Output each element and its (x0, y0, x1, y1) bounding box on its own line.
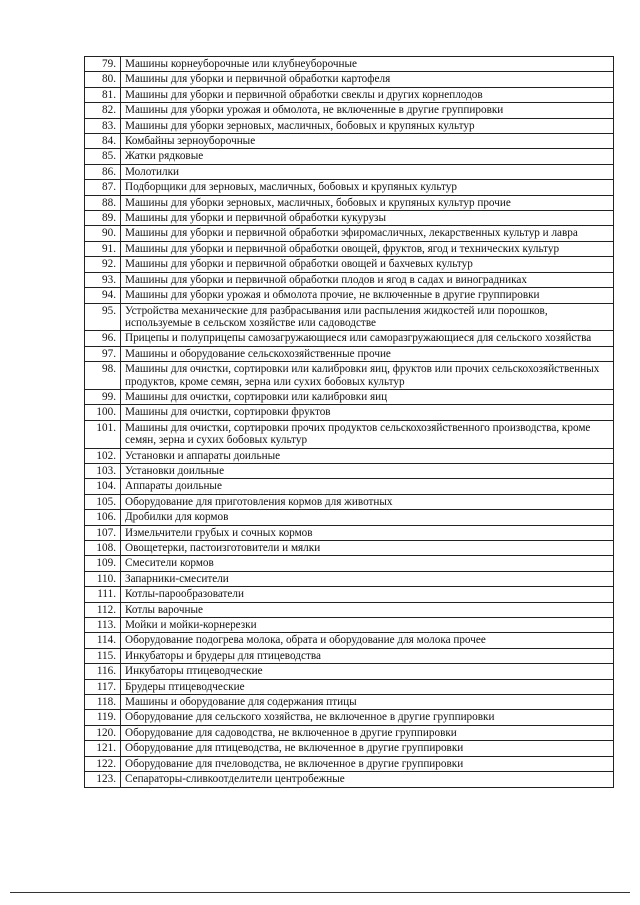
row-name: Оборудование для приготовления кормов для животных (121, 494, 614, 509)
row-number: 103. (85, 463, 121, 478)
table-row (85, 57, 614, 72)
row-name: Машины для очистки, сортировки или калибровки яиц (121, 389, 614, 404)
table-row (85, 448, 614, 463)
table-row (85, 362, 614, 390)
table-row (85, 164, 614, 179)
table-row (85, 272, 614, 287)
table-row (85, 479, 614, 494)
row-name: Машины для уборки и первичной обработки кукурузы (121, 211, 614, 226)
table-row (85, 664, 614, 679)
table-row (85, 633, 614, 648)
row-name: Установки доильные (121, 463, 614, 478)
row-number: 95. (85, 303, 121, 331)
row-name: Дробилки для кормов (121, 510, 614, 525)
row-number: 84. (85, 134, 121, 149)
row-name: Котлы варочные (121, 602, 614, 617)
row-name: Оборудование для садоводства, не включенное в другие группировки (121, 725, 614, 740)
row-name: Комбайны зерноуборочные (121, 134, 614, 149)
row-number: 114. (85, 633, 121, 648)
table-row (85, 331, 614, 346)
row-name: Установки и аппараты доильные (121, 448, 614, 463)
table-row (85, 741, 614, 756)
table-row (85, 405, 614, 420)
row-name: Инкубаторы и брудеры для птицеводства (121, 648, 614, 663)
table-row (85, 541, 614, 556)
row-name: Оборудование для пчеловодства, не включенное в другие группировки (121, 756, 614, 771)
row-name: Молотилки (121, 164, 614, 179)
row-name: Оборудование для птицеводства, не включенное в другие группировки (121, 741, 614, 756)
row-number: 102. (85, 448, 121, 463)
table-row (85, 346, 614, 361)
row-name: Машины для очистки, сортировки или калибровки яиц, фруктов или прочих сельскохозяйственных продуктов, кроме семян, зерна или сухих бобовых культур (121, 362, 614, 390)
table-row (85, 695, 614, 710)
row-number: 117. (85, 679, 121, 694)
row-name: Машины корнеуборочные или клубнеуборочные (121, 57, 614, 72)
table-row (85, 118, 614, 133)
row-number: 91. (85, 241, 121, 256)
row-number: 101. (85, 420, 121, 448)
row-number: 106. (85, 510, 121, 525)
row-number: 80. (85, 72, 121, 87)
page-bottom-rule (10, 892, 630, 893)
row-name: Машины для уборки зерновых, масличных, бобовых и крупяных культур прочие (121, 195, 614, 210)
row-name: Машины для уборки и первичной обработки картофеля (121, 72, 614, 87)
row-number: 99. (85, 389, 121, 404)
row-name: Измельчители грубых и сочных кормов (121, 525, 614, 540)
table-row (85, 648, 614, 663)
table-row (85, 195, 614, 210)
row-name: Мойки и мойки-корнерезки (121, 618, 614, 633)
table-row (85, 710, 614, 725)
row-name: Машины для уборки зерновых, масличных, бобовых и крупяных культур (121, 118, 614, 133)
row-number: 104. (85, 479, 121, 494)
table-row (85, 679, 614, 694)
table-row (85, 525, 614, 540)
row-number: 113. (85, 618, 121, 633)
row-name: Машины для очистки, сортировки фруктов (121, 405, 614, 420)
row-number: 93. (85, 272, 121, 287)
table-row (85, 226, 614, 241)
row-number: 94. (85, 288, 121, 303)
row-name: Смесители кормов (121, 556, 614, 571)
table-row (85, 587, 614, 602)
row-number: 107. (85, 525, 121, 540)
row-name: Машины для уборки урожая и обмолота, не включенные в другие группировки (121, 103, 614, 118)
row-number: 120. (85, 725, 121, 740)
row-number: 112. (85, 602, 121, 617)
items-table (84, 56, 614, 788)
row-name: Прицепы и полуприцепы самозагружающиеся или саморазгружающиеся для сельского хозяйства (121, 331, 614, 346)
table-row (85, 389, 614, 404)
row-name: Машины для уборки и первичной обработки свеклы и других корнеплодов (121, 87, 614, 102)
items-table-body (85, 57, 614, 788)
row-number: 87. (85, 180, 121, 195)
row-number: 85. (85, 149, 121, 164)
table-row (85, 103, 614, 118)
row-number: 108. (85, 541, 121, 556)
table-row (85, 602, 614, 617)
row-number: 98. (85, 362, 121, 390)
row-name: Инкубаторы птицеводческие (121, 664, 614, 679)
row-name: Машины для уборки и первичной обработки овощей и бахчевых культур (121, 257, 614, 272)
table-row (85, 149, 614, 164)
row-number: 96. (85, 331, 121, 346)
row-number: 81. (85, 87, 121, 102)
row-number: 116. (85, 664, 121, 679)
row-name: Машины для уборки и первичной обработки эфиромасличных, лекарственных культур и лавра (121, 226, 614, 241)
row-number: 92. (85, 257, 121, 272)
row-name: Овощетерки, пастоизготовители и мялки (121, 541, 614, 556)
row-name: Оборудование подогрева молока, обрата и оборудование для молока прочее (121, 633, 614, 648)
row-name: Машины для уборки урожая и обмолота прочие, не включенные в другие группировки (121, 288, 614, 303)
row-name: Устройства механические для разбрасывания или распыления жидкостей или порошков, используемые в сельском хозяйстве или садоводстве (121, 303, 614, 331)
row-number: 110. (85, 571, 121, 586)
row-number: 123. (85, 772, 121, 787)
table-row (85, 211, 614, 226)
table-row (85, 303, 614, 331)
row-number: 122. (85, 756, 121, 771)
row-number: 118. (85, 695, 121, 710)
row-name: Машины и оборудование сельскохозяйственные прочие (121, 346, 614, 361)
row-name: Машины для очистки, сортировки прочих продуктов сельскохозяйственного производства, кроме семян, зерна и сухих бобовых культур (121, 420, 614, 448)
table-row (85, 87, 614, 102)
table-row (85, 134, 614, 149)
row-number: 121. (85, 741, 121, 756)
table-row (85, 494, 614, 509)
table-row (85, 510, 614, 525)
table-row (85, 463, 614, 478)
row-number: 105. (85, 494, 121, 509)
row-name: Машины и оборудование для содержания птицы (121, 695, 614, 710)
row-name: Оборудование для сельского хозяйства, не включенное в другие группировки (121, 710, 614, 725)
row-name: Подборщики для зерновых, масличных, бобовых и крупяных культур (121, 180, 614, 195)
table-row (85, 241, 614, 256)
table-row (85, 288, 614, 303)
row-number: 83. (85, 118, 121, 133)
table-row (85, 756, 614, 771)
row-number: 100. (85, 405, 121, 420)
row-number: 82. (85, 103, 121, 118)
row-number: 79. (85, 57, 121, 72)
row-name: Машины для уборки и первичной обработки овощей, фруктов, ягод и технических культур (121, 241, 614, 256)
table-row (85, 257, 614, 272)
table-row (85, 571, 614, 586)
row-number: 88. (85, 195, 121, 210)
row-number: 97. (85, 346, 121, 361)
row-number: 119. (85, 710, 121, 725)
row-number: 115. (85, 648, 121, 663)
row-number: 90. (85, 226, 121, 241)
row-name: Машины для уборки и первичной обработки плодов и ягод в садах и виноградниках (121, 272, 614, 287)
row-number: 109. (85, 556, 121, 571)
table-row (85, 772, 614, 787)
table-row (85, 72, 614, 87)
table-row (85, 618, 614, 633)
row-name: Брудеры птицеводческие (121, 679, 614, 694)
row-name: Сепараторы-сливкоотделители центробежные (121, 772, 614, 787)
row-name: Жатки рядковые (121, 149, 614, 164)
row-number: 89. (85, 211, 121, 226)
table-row (85, 420, 614, 448)
table-row (85, 725, 614, 740)
table-row (85, 556, 614, 571)
row-name: Запарники-смесители (121, 571, 614, 586)
row-number: 111. (85, 587, 121, 602)
row-number: 86. (85, 164, 121, 179)
table-row (85, 180, 614, 195)
row-name: Аппараты доильные (121, 479, 614, 494)
row-name: Котлы-парообразователи (121, 587, 614, 602)
